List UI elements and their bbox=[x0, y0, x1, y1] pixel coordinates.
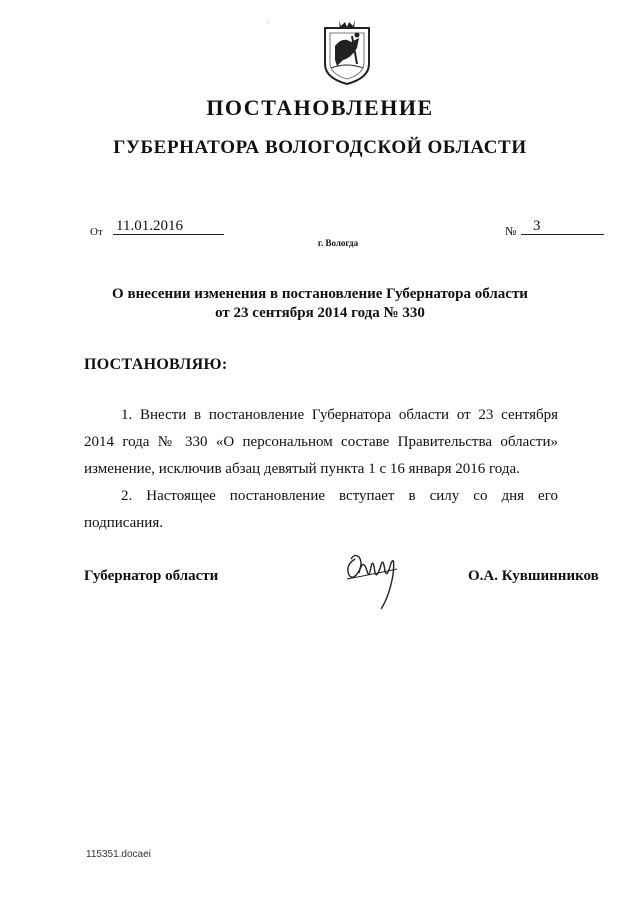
paragraph-1: 1. Внести в постановление Губернатора области от 23 сентября 2014 года № 330 «О персональном составе Правительства области» изменение, исключив абзац девятый пункта 1 с 16 января 2016 года. bbox=[84, 407, 558, 477]
document-date: 11.01.2016 bbox=[113, 219, 224, 235]
document-subject bbox=[0, 285, 640, 323]
decree-heading: ПОСТАНОВЛЯЮ: bbox=[84, 356, 228, 373]
coat-of-arms-emblem bbox=[321, 16, 373, 86]
document-subtitle: ГУБЕРНАТОРА ВОЛОГОДСКОЙ ОБЛАСТИ bbox=[113, 137, 527, 158]
file-code: 115351.docaei bbox=[86, 849, 151, 860]
date-prefix: От bbox=[90, 226, 103, 238]
number-prefix: № bbox=[505, 224, 517, 238]
handwritten-signature bbox=[341, 545, 409, 613]
scan-speck bbox=[268, 22, 269, 23]
city-label: г. Вологда bbox=[317, 238, 359, 248]
signatory-position: Губернатор области bbox=[84, 568, 219, 584]
document-title: ПОСТАНОВЛЕНИЕ bbox=[206, 95, 434, 120]
paragraph-2: 2. Настоящее постановление вступает в силу со дня его подписания. bbox=[84, 488, 558, 531]
document-number: 3 bbox=[521, 219, 604, 235]
subject-line-2: от 23 сентября 2014 года № 330 bbox=[215, 305, 425, 321]
signatory-name: О.А. Кувшинников bbox=[468, 568, 599, 584]
subject-line-1: О внесении изменения в постановление Губернатора области bbox=[112, 286, 528, 302]
